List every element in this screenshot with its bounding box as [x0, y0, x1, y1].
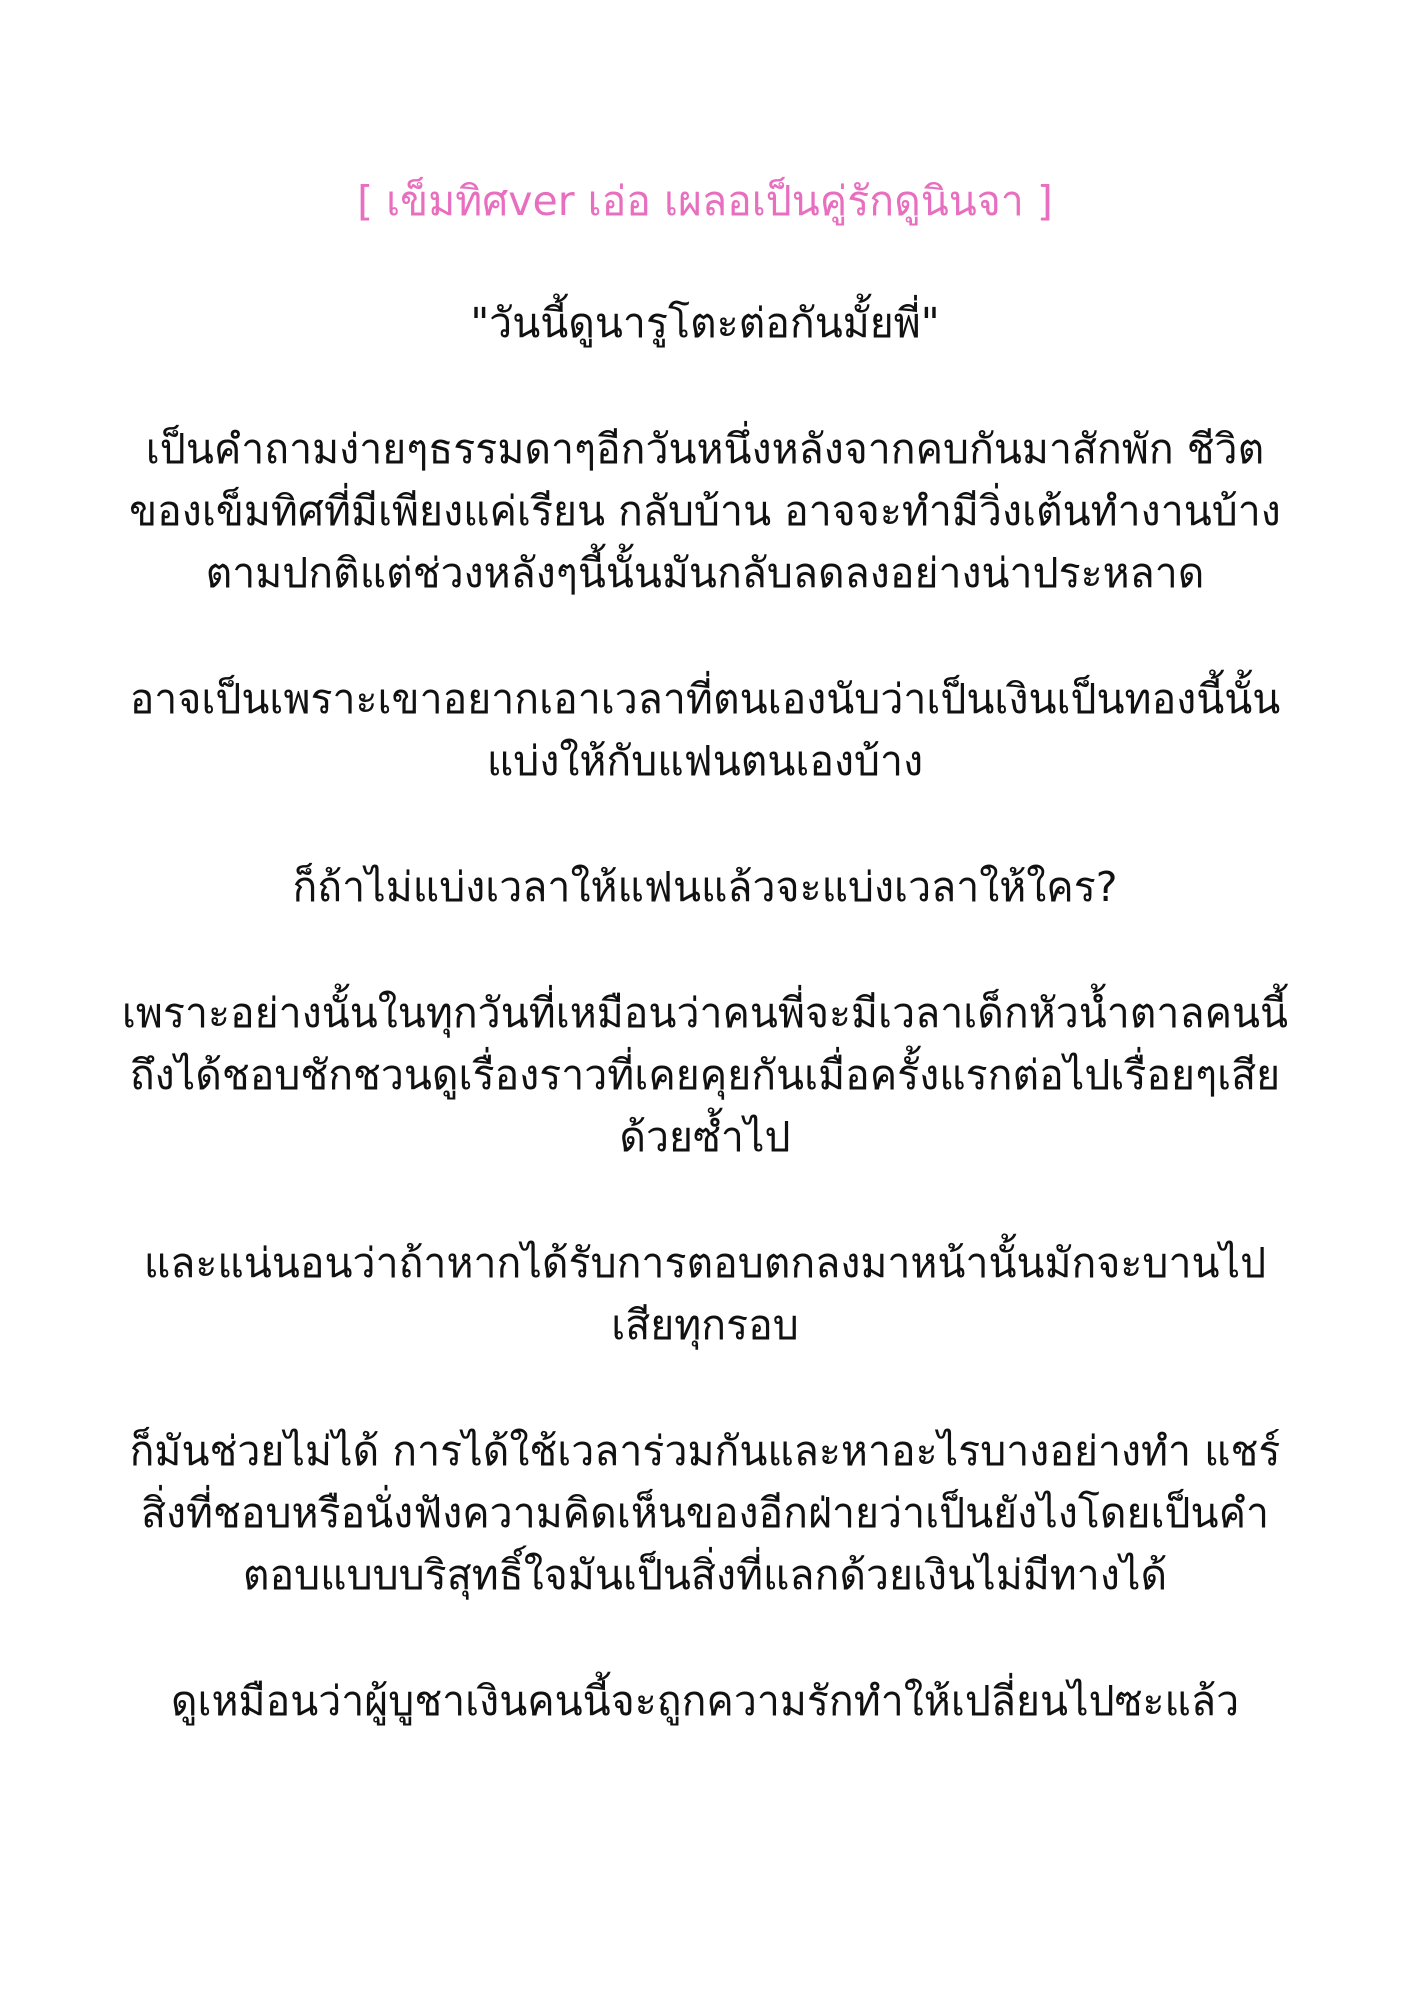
story-paragraph-7: ก็มันช่วยไม่ได้ การได้ใช้เวลาร่วมกันและหาอะไรบางอย่างทำ แชร์สิ่งที่ชอบหรือนั่งฟังความคิดเห็นของอีกฝ่ายว่าเป็นยังไงโดยเป็นคำตอบแบบบริสุทธิ์ใจมันเป็นสิ่งที่แลกด้วยเงินไม่มีทางได้	[129, 1427, 1281, 1599]
story-text	[120, 170, 1290, 1732]
story-paragraph-4: ก็ถ้าไม่แบ่งเวลาให้แฟนแล้วจะแบ่งเวลาให้ใคร?	[292, 863, 1118, 911]
story-paragraph-8: ดูเหมือนว่าผู้บูชาเงินคนนี้จะถูกความรักทำให้เปลี่ยนไปซะแล้ว	[170, 1677, 1240, 1725]
story-paragraph-1: "วันนี้ดูนารูโตะต่อกันมั้ยพี่"	[470, 299, 940, 347]
story-title: [ เข็มทิศver เอ่อ เผลอเป็นคู่รักดูนินจา ]	[357, 177, 1053, 225]
story-paragraph-6: และแน่นอนว่าถ้าหากได้รับการตอบตกลงมาหน้านั้นมักจะบานไปเสียทุกรอบ	[143, 1239, 1267, 1349]
story-paragraph-5: เพราะอย่างนั้นในทุกวันที่เหมือนว่าคนพี่จะมีเวลาเด็กหัวน้ำตาลคนนี้ถึงได้ชอบชักชวนดูเรื่องราวที่เคยคุยกันเมื่อครั้งแรกต่อไปเรื่อยๆเสียด้วยซ้ำไป	[121, 989, 1289, 1161]
story-paragraph-2: เป็นคำถามง่ายๆธรรมดาๆอีกวันหนึ่งหลังจากคบกันมาสักพัก ชีวิตของเข็มทิศที่มีเพียงแค่เรียน กลับบ้าน อาจจะทำมีวิ่งเต้นทำงานบ้างตามปกติแต่ช่วงหลังๆนี้นั้นมันกลับลดลงอย่างน่าประหลาด	[129, 425, 1281, 597]
story-paragraph-3: อาจเป็นเพราะเขาอยากเอาเวลาที่ตนเองนับว่าเป็นเงินเป็นทองนี้นั้นแบ่งให้กับแฟนตนเองบ้าง	[129, 675, 1281, 785]
